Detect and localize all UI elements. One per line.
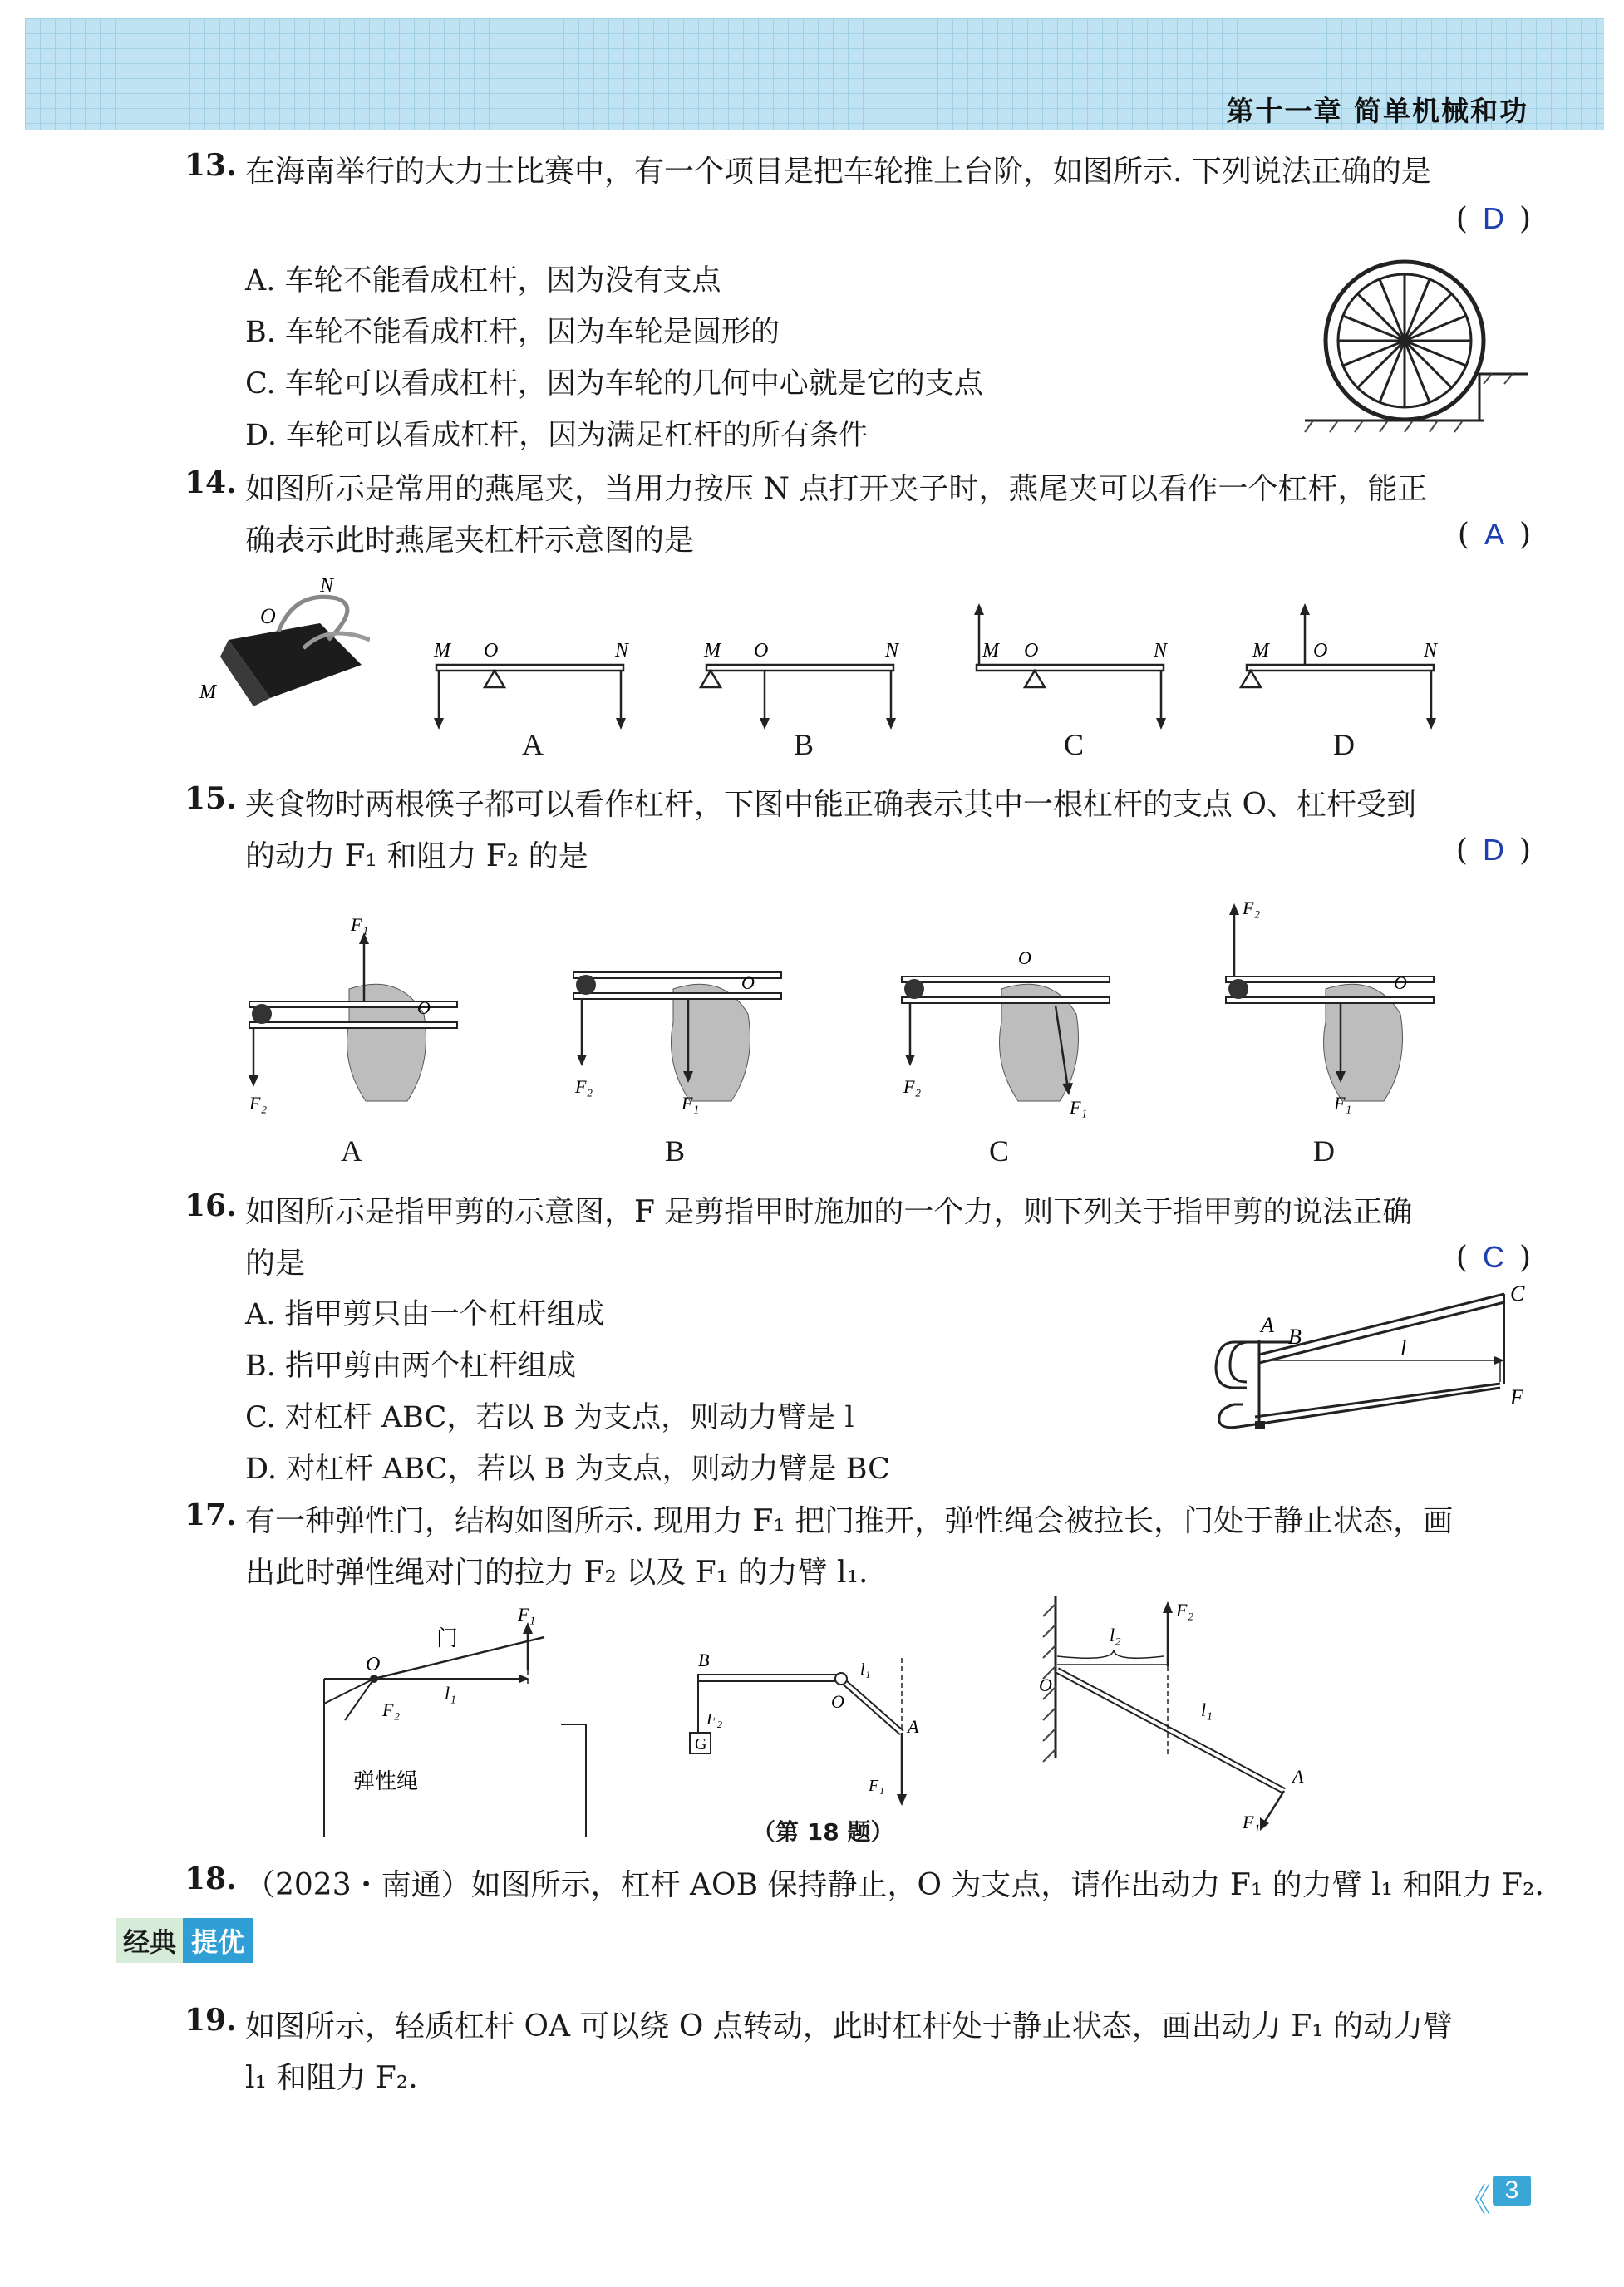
q16-stem-line1: 如图所示是指甲剪的示意图，F 是剪指甲时施加的一个力，则下列关于指甲剪的说法正确 — [245, 1195, 1413, 1229]
svg-text:O: O — [484, 640, 499, 662]
q15-number: 15. — [185, 781, 237, 816]
q18-text: （2023・南通）如图所示，杠杆 AOB 保持静止，O 为支点，请作出动力 F₁ 的力臂 l₁ 和阻力 F₂. — [245, 1868, 1544, 1902]
svg-text:C: C — [1510, 1284, 1525, 1306]
page-chevron-icon: 《 — [1458, 2181, 1491, 2220]
svg-text:l: l — [1400, 1336, 1407, 1360]
q15-stem-line1: 夹食物时两根筷子都可以看作杠杆，下图中能正确表示其中一根杠杆的支点 O、杠杆受到 — [245, 788, 1416, 822]
svg-text:F₁: F₁ — [682, 1093, 700, 1114]
q13-answer: ( D ) — [1455, 201, 1531, 236]
svg-text:F₂: F₂ — [249, 1093, 268, 1114]
q15-stem-line2: 的动力 F₁ 和阻力 F₂ 的是 — [245, 839, 588, 873]
svg-text:F₁: F₁ — [1334, 1093, 1352, 1114]
q14-number: 14. — [185, 465, 237, 500]
q19-lever-figure — [1039, 1591, 1313, 1832]
lever-diagram-d — [1234, 598, 1450, 731]
svg-text:F₂: F₂ — [903, 1076, 922, 1097]
svg-text:F₁: F₁ — [518, 1604, 536, 1625]
chopsticks-diagram-a — [241, 906, 474, 1122]
svg-text:l₁: l₁ — [445, 1683, 456, 1704]
svg-text:A: A — [1292, 1766, 1304, 1787]
svg-text:O: O — [741, 972, 755, 993]
q13-option-c: C. 车轮可以看成杠杆，因为车轮的几何中心就是它的支点 — [245, 367, 983, 401]
svg-text:O: O — [366, 1654, 381, 1675]
svg-text:B: B — [698, 1650, 710, 1670]
svg-text:N: N — [885, 640, 899, 662]
svg-text:O: O — [831, 1691, 844, 1712]
svg-text:M: M — [704, 640, 721, 662]
q19-stem-line1: 如图所示，轻质杠杆 OA 可以绕 O 点转动，此时杠杆处于静止状态，画出动力 F₁ 的动力臂 — [245, 2009, 1454, 2044]
svg-text:l₁: l₁ — [860, 1660, 871, 1679]
svg-text:B: B — [1288, 1325, 1302, 1349]
q19-number: 19. — [185, 2003, 237, 2038]
chopsticks-diagram-b — [565, 906, 798, 1122]
q16-option-b: B. 指甲剪由两个杠杆组成 — [245, 1350, 576, 1383]
chapter-title: 第十一章 简单机械和功 — [1226, 95, 1528, 127]
q16-option-a: A. 指甲剪只由一个杠杆组成 — [245, 1298, 605, 1331]
svg-text:O: O — [1039, 1675, 1052, 1695]
svg-text:弹性绳: 弹性绳 — [353, 1769, 419, 1793]
page-number: 3 — [1493, 2176, 1531, 2206]
svg-text:O: O — [1313, 640, 1328, 662]
clip-label-m: M — [199, 681, 216, 703]
q15-diagram-label-a: A — [341, 1134, 362, 1168]
svg-text:F₁: F₁ — [869, 1777, 885, 1795]
svg-text:F₂: F₂ — [382, 1699, 401, 1720]
svg-text:M: M — [1252, 640, 1269, 662]
q16-answer: ( C ) — [1455, 1240, 1531, 1275]
q17-number: 17. — [185, 1498, 237, 1532]
svg-text:A: A — [1261, 1313, 1274, 1337]
binder-clip-image — [195, 573, 370, 715]
lever-diagram-a — [424, 632, 640, 731]
svg-text:M: M — [982, 640, 999, 662]
nail-clipper-figure — [1209, 1284, 1542, 1442]
q15-diagram-label-d: D — [1313, 1134, 1335, 1168]
q16-option-c: C. 对杠杆 ABC，若以 B 为支点，则动力臂是 l — [245, 1401, 854, 1434]
svg-text:门: 门 — [436, 1626, 459, 1650]
q14-stem-line1: 如图所示是常用的燕尾夹，当用力按压 N 点打开夹子时，燕尾夹可以看作一个杠杆，能正 — [245, 472, 1428, 506]
svg-text:l₂: l₂ — [1110, 1625, 1121, 1645]
svg-text:F₁: F₁ — [1243, 1812, 1261, 1832]
q14-diagram-label-b: B — [794, 728, 814, 761]
svg-text:F₂: F₂ — [575, 1076, 593, 1097]
wheel-on-step-figure — [1297, 258, 1529, 440]
q17-stem-line1: 有一种弹性门，结构如图所示. 现用力 F₁ 把门推开，弹性绳会被拉长，门处于静止状态，画 — [245, 1504, 1454, 1538]
q16-number: 16. — [185, 1188, 237, 1223]
svg-text:O: O — [1024, 640, 1039, 662]
q18-number: 18. — [185, 1862, 237, 1896]
svg-text:M: M — [434, 640, 450, 662]
q13-option-b: B. 车轮不能看成杠杆，因为车轮是圆形的 — [245, 316, 780, 349]
svg-text:A: A — [908, 1716, 919, 1737]
q13-stem: 在海南举行的大力士比赛中，有一个项目是把车轮推上台阶，如图所示. 下列说法正确的是 — [245, 155, 1431, 189]
q16-option-d: D. 对杠杆 ABC，若以 B 为支点，则动力臂是 BC — [245, 1453, 890, 1486]
clip-label-o: O — [260, 604, 276, 628]
q19-stem-line2: l₁ 和阻力 F₂. — [245, 2061, 418, 2095]
q14-answer: ( A ) — [1457, 517, 1531, 552]
q15-answer: ( D ) — [1455, 833, 1531, 868]
q13-option-d: D. 车轮可以看成杠杆，因为满足杠杆的所有条件 — [245, 419, 869, 452]
lever-diagram-c — [964, 598, 1180, 731]
svg-text:F₁: F₁ — [351, 914, 369, 935]
section-tag — [116, 1920, 253, 1961]
q14-diagram-label-c: C — [1064, 728, 1085, 761]
svg-text:F₂: F₂ — [706, 1710, 723, 1729]
chopsticks-diagram-d — [1218, 889, 1450, 1122]
clip-label-n: N — [320, 575, 334, 597]
q14-stem-line2: 确表示此时燕尾夹杠杆示意图的是 — [245, 524, 695, 558]
svg-text:O: O — [754, 640, 769, 662]
elastic-door-figure — [320, 1604, 603, 1837]
svg-text:F: F — [1510, 1385, 1523, 1409]
q15-diagram-label-b: B — [665, 1134, 686, 1168]
section-tag-part1: 经典 — [116, 1918, 183, 1963]
q16-stem-line2: 的是 — [245, 1247, 306, 1281]
q14-diagram-label-d: D — [1333, 728, 1355, 761]
chopsticks-diagram-c — [893, 906, 1126, 1122]
svg-text:O: O — [417, 997, 431, 1018]
q15-diagram-label-c: C — [989, 1134, 1010, 1168]
svg-text:G: G — [695, 1735, 707, 1753]
svg-text:O: O — [1018, 947, 1031, 968]
q13-option-a: A. 车轮不能看成杠杆，因为没有支点 — [245, 264, 721, 298]
section-tag-part2: 提优 — [183, 1918, 253, 1963]
q17-stem-line2: 出此时弹性绳对门的拉力 F₂ 以及 F₁ 的力臂 l₁. — [245, 1556, 869, 1590]
fig18-caption: （第 18 题） — [752, 1818, 894, 1846]
svg-text:O: O — [1394, 972, 1407, 993]
q13-number: 13. — [185, 148, 237, 183]
svg-text:N: N — [1154, 640, 1168, 662]
svg-text:F₁: F₁ — [1070, 1097, 1088, 1118]
q18-lever-figure — [682, 1641, 956, 1816]
svg-text:F₂: F₂ — [1176, 1600, 1194, 1621]
svg-text:l₁: l₁ — [1201, 1699, 1213, 1720]
lever-diagram-b — [694, 632, 910, 731]
q14-diagram-label-a: A — [522, 728, 544, 761]
svg-text:F₂: F₂ — [1243, 898, 1261, 918]
svg-text:N: N — [615, 640, 629, 662]
svg-text:N: N — [1424, 640, 1438, 662]
